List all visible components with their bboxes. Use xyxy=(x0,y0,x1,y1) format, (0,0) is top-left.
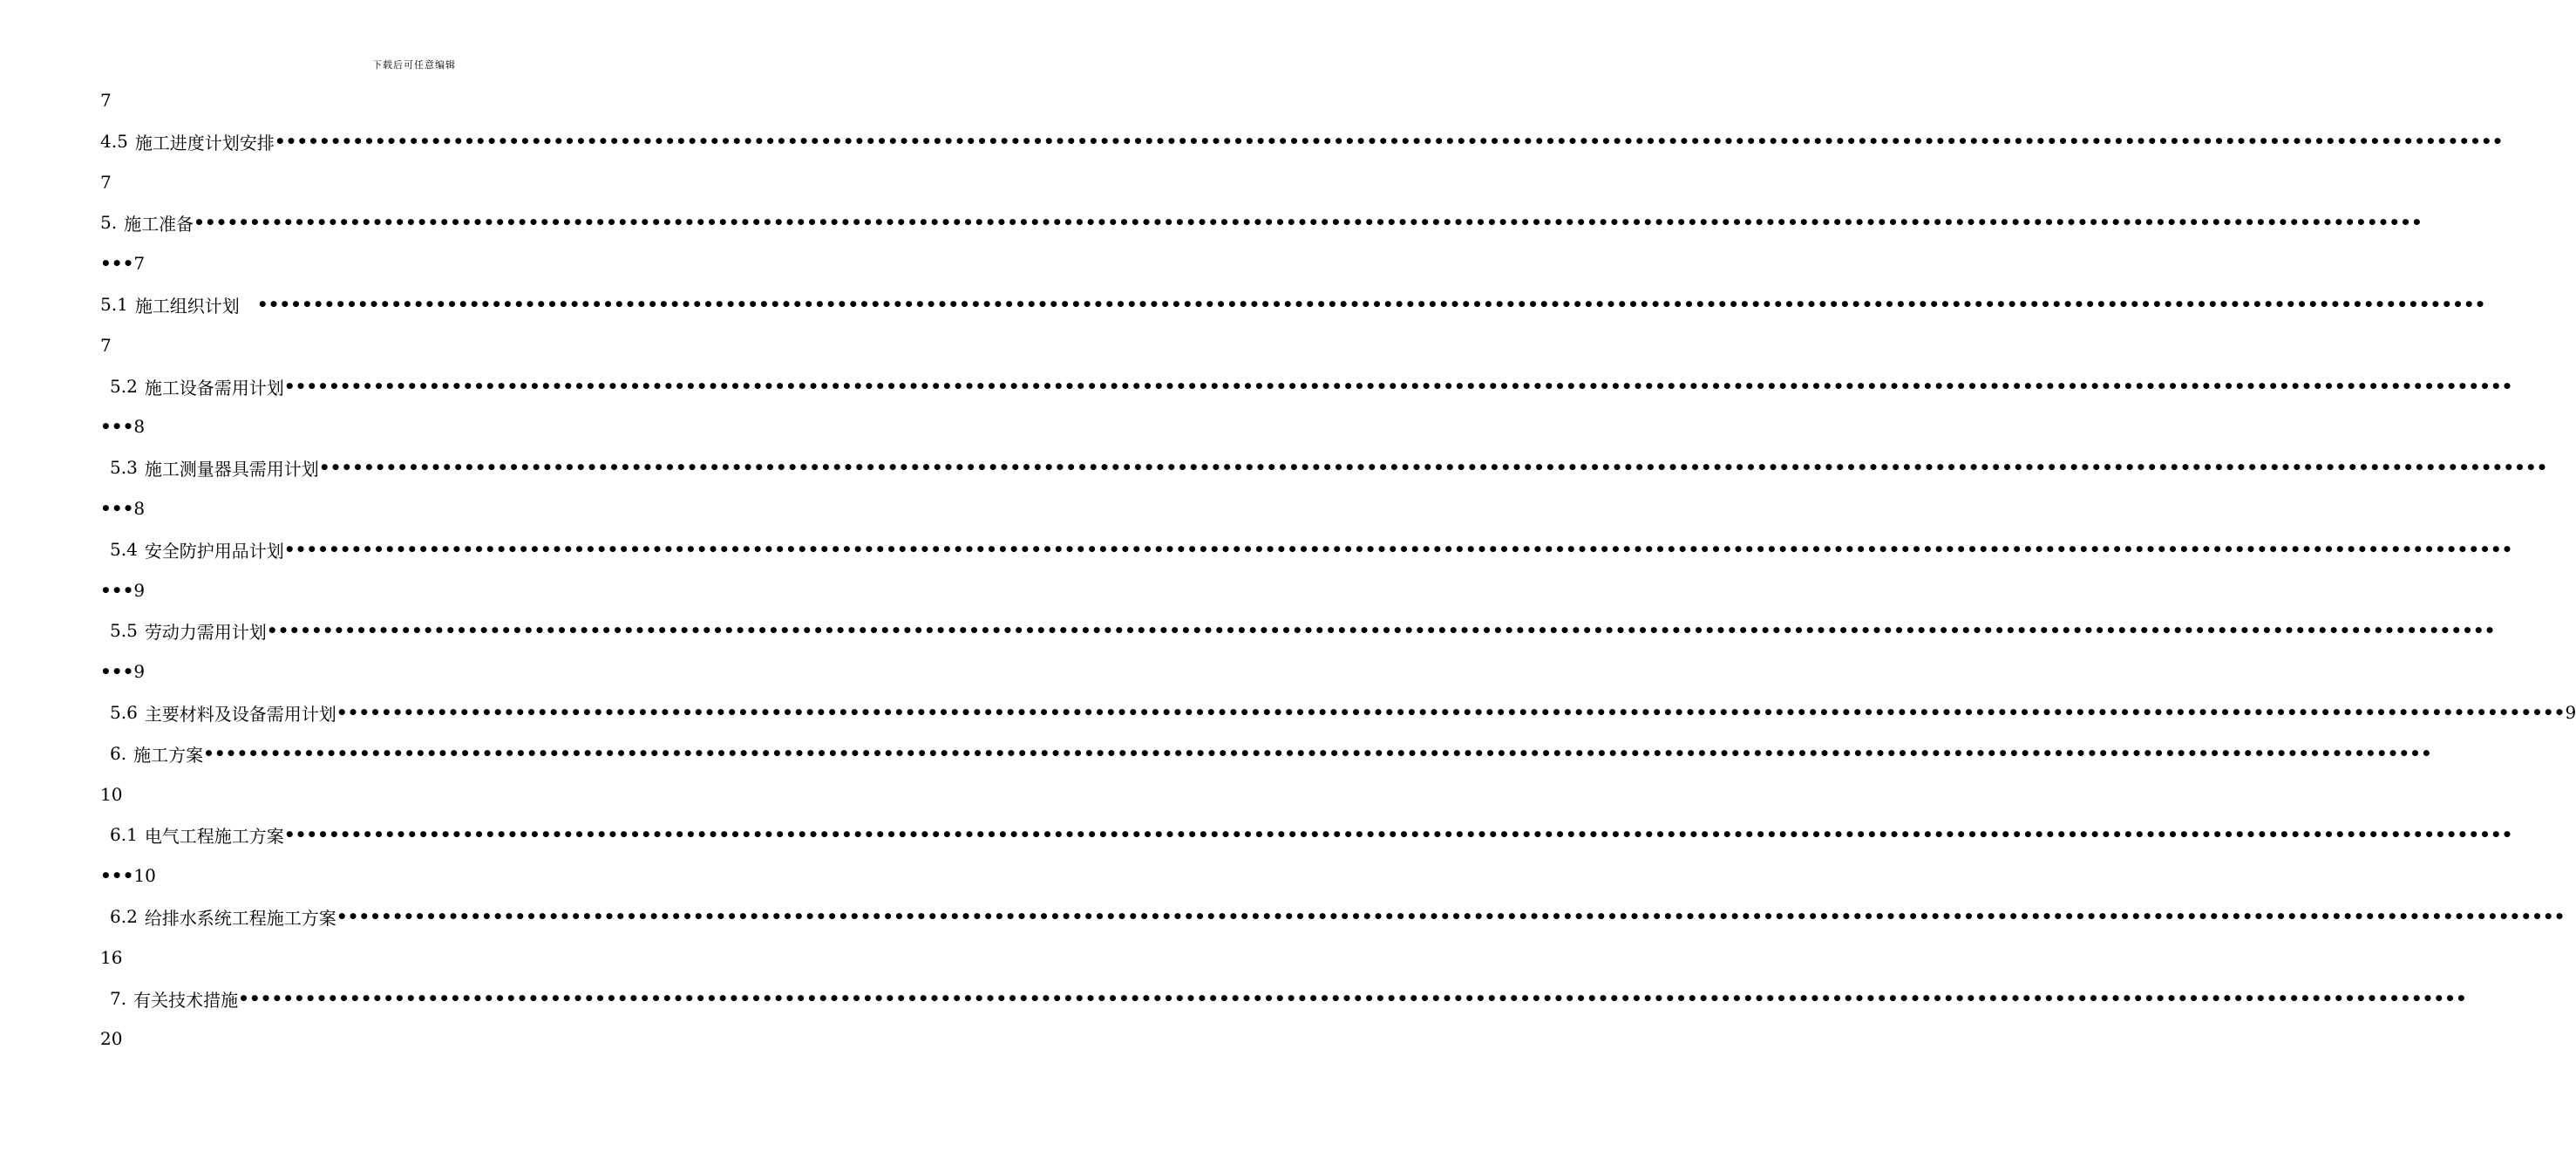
toc-entry-number: 6.2 xyxy=(110,906,138,927)
toc-entry[interactable] xyxy=(110,903,2566,930)
toc-page-line xyxy=(100,658,145,685)
toc-dot-leader: •••••••••••••••••••••••••••••••••••••••••••••••••••••••••••••••••••••••••••••••••••••••••••••••••••••••••••••••••••••••••••••••••••••••••••••••••••••••••••••••••••••••••••••••••••••••••••••••••••••••• xyxy=(256,294,2486,315)
toc-entry-title: 主要材料及设备需用计划 xyxy=(144,703,336,725)
toc-entry-title: 给排水系统工程施工方案 xyxy=(144,907,336,929)
toc-entry-number: 5.2 xyxy=(110,376,138,397)
toc-page-line xyxy=(100,332,112,358)
toc-page-number: 10 xyxy=(133,865,156,886)
toc-dot-leader: •••••••••••••••••••••••••••••••••••••••••••••••••••••••••••••••••••••••••••••••••••••••••••••••••••••••••••••••••••••••••••••••••••••••••••••••••••••••••••••••••••••••••••••••••••••••••••••••••••••••• xyxy=(336,702,2566,723)
toc-dot-leader: ••• xyxy=(100,661,134,682)
toc-page-number: 9 xyxy=(133,661,146,682)
toc-entry[interactable] xyxy=(110,699,2576,726)
toc-entry[interactable] xyxy=(110,373,2513,399)
toc-dot-leader: •••••••••••••••••••••••••••••••••••••••••••••••••••••••••••••••••••••••••••••••••••••••••••••••••••••••••••••••••••••••••••••••••••••••••••••••••••••••••••••••••••••••••••••••••••••••••••••••••••••••• xyxy=(283,824,2513,845)
toc-dot-leader: ••• xyxy=(100,416,134,437)
toc-page-number: 7 xyxy=(100,335,112,356)
toc-entry-number: 7. xyxy=(110,988,127,1009)
toc-entry[interactable] xyxy=(110,617,2496,644)
toc-dot-leader: •••••••••••••••••••••••••••••••••••••••••••••••••••••••••••••••••••••••••••••••••••••••••••••••••••••••••••••••••••••••••••••••••••••••••••••••••••••••••••••••••••••••••••••••••••••••••••••••••••••••• xyxy=(238,988,2467,1009)
toc-page-line xyxy=(100,495,145,521)
toc-entry-title: 电气工程施工方案 xyxy=(144,825,284,847)
toc-entry[interactable] xyxy=(110,536,2513,562)
toc-page-number: 8 xyxy=(133,416,146,437)
toc-page-line xyxy=(100,87,112,113)
toc-dot-leader: ••• xyxy=(100,498,134,519)
toc-page-number: 9 xyxy=(2565,702,2576,723)
toc-page-line xyxy=(100,577,145,603)
toc-page-line xyxy=(100,413,145,440)
toc-entry-title: 施工进度计划安排 xyxy=(134,132,275,153)
toc-dot-leader: •••••••••••••••••••••••••••••••••••••••••••••••••••••••••••••••••••••••••••••••••••••••••••••••••••••••••••••••••••••••••••••••••••••••••••••••••••••••••••••••••••••••••••••••••••••••••••••••••••••••• xyxy=(203,743,2432,764)
toc-entry[interactable] xyxy=(100,128,2504,154)
toc-entry-title: 有关技术措施 xyxy=(133,989,239,1011)
toc-entry-number: 5.5 xyxy=(110,620,138,641)
toc-page-line xyxy=(100,944,122,971)
toc-page-number: 7 xyxy=(133,253,146,274)
toc-entry[interactable] xyxy=(110,985,2467,1012)
toc-dot-leader: ••• xyxy=(100,865,134,886)
toc-entry-number: 5.6 xyxy=(110,702,138,723)
toc-entry-title: 劳动力需用计划 xyxy=(144,621,267,643)
toc-dot-leader: ••• xyxy=(100,253,134,274)
toc-page-number: 20 xyxy=(100,1028,123,1049)
toc-page-number: 7 xyxy=(100,90,112,111)
toc-entry[interactable] xyxy=(100,209,2423,235)
toc-page-number: 10 xyxy=(100,784,123,805)
toc-entry-title: 施工设备需用计划 xyxy=(144,377,284,399)
toc-page-number: 7 xyxy=(100,172,112,193)
toc-entry[interactable] xyxy=(110,454,2548,480)
toc-page-line xyxy=(100,781,122,807)
toc-page-line xyxy=(100,862,156,889)
toc-entry-title: 施工组织计划 xyxy=(134,295,257,317)
toc-entry[interactable] xyxy=(110,821,2513,848)
toc-dot-leader: ••• xyxy=(100,580,134,601)
toc-entry-title: 施工测量器具需用计划 xyxy=(144,458,319,480)
toc-entry-title: 施工方案 xyxy=(133,744,204,766)
toc-dot-leader: •••••••••••••••••••••••••••••••••••••••••••••••••••••••••••••••••••••••••••••••••••••••••••••••••••••••••••••••••••••••••••••••••••••••••••••••••••••••••••••••••••••••••••••••••••••••••••••••••••••••• xyxy=(283,376,2513,397)
toc-dot-leader: •••••••••••••••••••••••••••••••••••••••••••••••••••••••••••••••••••••••••••••••••••••••••••••••••••••••••••••••••••••••••••••••••••••••••••••••••••••••••••••••••••••••••••••••••••••••••••••••••••••••• xyxy=(318,457,2548,478)
toc-dot-leader: •••••••••••••••••••••••••••••••••••••••••••••••••••••••••••••••••••••••••••••••••••••••••••••••••••••••••••••••••••••••••••••••••••••••••••••••••••••••••••••••••••••••••••••••••••••••••••••••••••••••• xyxy=(336,906,2566,927)
toc-entry-number: 6.1 xyxy=(110,824,138,845)
toc-entry-number: 5. xyxy=(100,212,118,233)
toc-entry-number: 6. xyxy=(110,743,127,764)
toc-dot-leader: •••••••••••••••••••••••••••••••••••••••••••••••••••••••••••••••••••••••••••••••••••••••••••••••••••••••••••••••••••••••••••••••••••••••••••••••••••••••••••••••••••••••••••••••••••••••••••••••••••••••• xyxy=(283,539,2513,560)
toc-dot-leader: •••••••••••••••••••••••••••••••••••••••••••••••••••••••••••••••••••••••••••••••••••••••••••••••••••••••••••••••••••••••••••••••••••••••••••••••••••••••••••••••••••••••••••••••••••••••••••••••••••••••• xyxy=(266,620,2496,641)
toc-entry[interactable] xyxy=(100,291,2486,317)
toc-entry-title: 安全防护用品计划 xyxy=(144,540,284,562)
toc-entry-number: 5.3 xyxy=(110,457,138,478)
toc-entry-title: 施工准备 xyxy=(124,213,194,235)
toc-page-line xyxy=(100,1026,122,1052)
toc-dot-leader: •••••••••••••••••••••••••••••••••••••••••••••••••••••••••••••••••••••••••••••••••••••••••••••••••••••••••••••••••••••••••••••••••••••••••••••••••••••••••••••••••••••••••••••••••••••••••••••••••••••••• xyxy=(194,212,2423,233)
toc-entry-number: 5.1 xyxy=(100,294,128,315)
toc-entry-number: 5.4 xyxy=(110,539,138,560)
toc-page-number: 16 xyxy=(100,947,123,968)
toc-entry-number: 4.5 xyxy=(100,131,128,152)
toc-page-line xyxy=(100,250,145,276)
toc-entry[interactable] xyxy=(110,740,2432,767)
toc-page-line xyxy=(100,169,112,195)
toc-dot-leader: •••••••••••••••••••••••••••••••••••••••••••••••••••••••••••••••••••••••••••••••••••••••••••••••••••••••••••••••••••••••••••••••••••••••••••••••••••••••••••••••••••••••••••••••••••••••••••••••••••••••• xyxy=(274,131,2504,152)
toc-page-number: 9 xyxy=(133,580,146,601)
toc-page-number: 8 xyxy=(133,498,146,519)
header-note: 下载后可任意编辑 xyxy=(372,59,456,71)
